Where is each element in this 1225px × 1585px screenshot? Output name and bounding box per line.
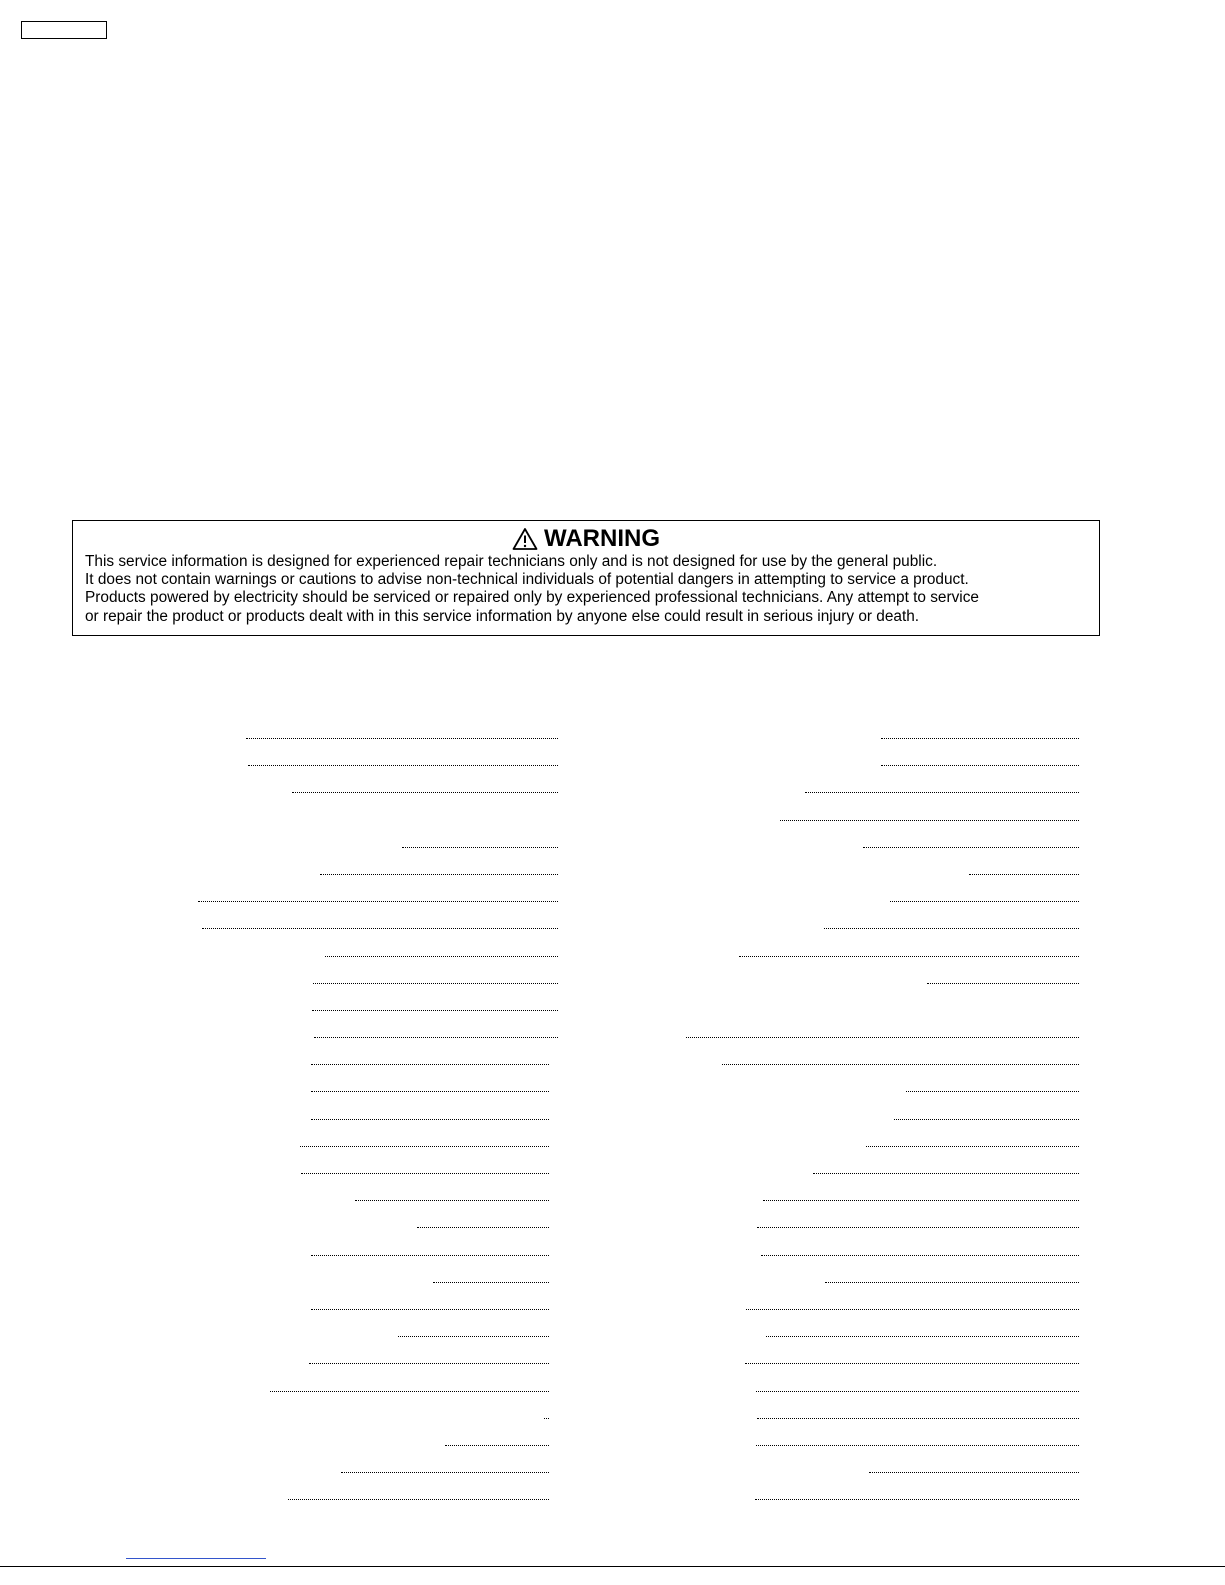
toc-dot-leader bbox=[301, 1173, 549, 1174]
toc-entry[interactable] bbox=[680, 1085, 1079, 1112]
toc-entry[interactable] bbox=[190, 1113, 558, 1140]
toc-entry[interactable] bbox=[680, 1221, 1079, 1248]
toc-dot-leader bbox=[863, 847, 1079, 848]
toc-dot-leader bbox=[309, 1363, 549, 1364]
toc-dot-leader bbox=[766, 1336, 1079, 1337]
toc-dot-leader bbox=[445, 1445, 549, 1446]
toc-entry[interactable] bbox=[680, 1493, 1079, 1520]
toc-dot-leader bbox=[825, 1282, 1079, 1283]
toc-dot-leader bbox=[927, 983, 1079, 984]
toc-entry[interactable] bbox=[190, 841, 558, 868]
toc-dot-leader bbox=[312, 1010, 558, 1011]
toc-dot-leader bbox=[813, 1173, 1079, 1174]
toc-dot-leader bbox=[355, 1200, 549, 1201]
warning-box bbox=[72, 520, 1100, 636]
toc-entry[interactable] bbox=[680, 1058, 1079, 1085]
toc-dot-leader bbox=[756, 1445, 1079, 1446]
toc-entry[interactable] bbox=[190, 895, 558, 922]
toc-dot-leader bbox=[433, 1282, 549, 1283]
toc-dot-leader bbox=[320, 874, 558, 875]
toc-dot-leader bbox=[906, 1091, 1079, 1092]
toc-dot-leader bbox=[866, 1146, 1079, 1147]
toc-dot-leader bbox=[248, 765, 558, 766]
warning-line: Products powered by electricity should be serviced or repaired only by experienced professional technicians. Any attempt to service bbox=[85, 589, 979, 607]
toc-entry[interactable] bbox=[680, 1385, 1079, 1412]
toc-dot-leader bbox=[739, 956, 1079, 957]
toc-entry[interactable] bbox=[190, 977, 558, 1004]
toc-dot-leader bbox=[202, 928, 558, 929]
toc-entry[interactable] bbox=[680, 732, 1079, 759]
toc-dot-leader bbox=[805, 792, 1079, 793]
toc-dot-leader bbox=[757, 1227, 1079, 1228]
toc-entry[interactable] bbox=[190, 1031, 558, 1058]
toc-entry[interactable] bbox=[190, 1194, 558, 1221]
toc-dot-leader bbox=[544, 1418, 549, 1419]
toc-entry[interactable] bbox=[190, 1085, 558, 1112]
toc-dot-leader bbox=[198, 901, 558, 902]
toc-entry[interactable] bbox=[190, 1357, 558, 1384]
toc-dot-leader bbox=[745, 1363, 1079, 1364]
toc-entry[interactable] bbox=[680, 814, 1079, 841]
footer-link[interactable] bbox=[126, 1558, 266, 1559]
toc-dot-leader bbox=[756, 1391, 1079, 1392]
toc-dot-leader bbox=[270, 1391, 549, 1392]
toc-dot-leader bbox=[314, 1037, 558, 1038]
toc-dot-leader bbox=[325, 956, 558, 957]
toc-dot-leader bbox=[763, 1200, 1079, 1201]
toc-entry[interactable] bbox=[680, 759, 1079, 786]
toc-dot-leader bbox=[246, 738, 558, 739]
toc-dot-leader bbox=[881, 738, 1079, 739]
toc-entry[interactable] bbox=[680, 841, 1079, 868]
toc-entry[interactable] bbox=[190, 732, 558, 759]
toc-right-column bbox=[680, 732, 1079, 1520]
toc-entry[interactable] bbox=[680, 1140, 1079, 1167]
toc-dot-leader bbox=[761, 1255, 1079, 1256]
warning-line: This service information is designed for experienced repair technicians only and is not designed for use by the general public. bbox=[85, 553, 938, 570]
toc-dot-leader bbox=[292, 792, 558, 793]
toc-entry[interactable] bbox=[680, 1439, 1079, 1466]
toc-left-column bbox=[190, 732, 558, 1520]
toc-entry[interactable] bbox=[190, 1004, 558, 1031]
toc-dot-leader bbox=[869, 1472, 1079, 1473]
toc-entry[interactable] bbox=[680, 1167, 1079, 1194]
warning-text bbox=[85, 553, 1087, 626]
toc-dot-leader bbox=[722, 1064, 1079, 1065]
toc-entry[interactable] bbox=[680, 1113, 1079, 1140]
toc-entry[interactable] bbox=[190, 759, 558, 786]
toc-dot-leader bbox=[313, 983, 558, 984]
toc-dot-leader bbox=[780, 820, 1079, 821]
model-number-box bbox=[21, 21, 107, 39]
toc-dot-leader bbox=[824, 928, 1079, 929]
warning-line: or repair the product or products dealt with in this service information by anyone else could result in serious injury or death. bbox=[85, 607, 920, 625]
toc-entry[interactable] bbox=[190, 1439, 558, 1466]
toc-entry[interactable] bbox=[680, 1357, 1079, 1384]
toc-entry[interactable] bbox=[680, 868, 1079, 895]
toc-entry[interactable] bbox=[190, 950, 558, 977]
toc-dot-leader bbox=[311, 1119, 549, 1120]
toc-entry[interactable] bbox=[680, 786, 1079, 813]
toc-entry[interactable] bbox=[190, 786, 558, 813]
toc-entry[interactable] bbox=[680, 895, 1079, 922]
footer-divider bbox=[0, 1566, 1225, 1567]
toc-entry[interactable] bbox=[190, 922, 558, 949]
toc-dot-leader bbox=[311, 1255, 549, 1256]
toc-dot-leader bbox=[757, 1418, 1079, 1419]
toc-dot-leader bbox=[686, 1037, 1079, 1038]
toc-entry[interactable] bbox=[680, 977, 1079, 1004]
toc-dot-leader bbox=[417, 1227, 549, 1228]
toc-entry[interactable] bbox=[680, 1004, 1079, 1031]
toc-entry[interactable] bbox=[190, 1466, 558, 1493]
toc-dot-leader bbox=[890, 901, 1079, 902]
toc-entry[interactable] bbox=[190, 1330, 558, 1357]
toc-dot-leader bbox=[288, 1499, 549, 1500]
toc-dot-leader bbox=[881, 765, 1079, 766]
toc-entry[interactable] bbox=[190, 1303, 558, 1330]
toc-entry[interactable] bbox=[680, 922, 1079, 949]
toc-entry[interactable] bbox=[680, 1276, 1079, 1303]
toc-dot-leader bbox=[311, 1064, 549, 1065]
warning-heading bbox=[85, 525, 1087, 553]
toc-dot-leader bbox=[755, 1499, 1079, 1500]
toc-entry[interactable] bbox=[190, 1221, 558, 1248]
toc-entry[interactable] bbox=[680, 1249, 1079, 1276]
toc-entry[interactable] bbox=[680, 1330, 1079, 1357]
toc-entry[interactable] bbox=[190, 1140, 558, 1167]
warning-triangle-icon bbox=[512, 527, 538, 551]
toc-entry[interactable] bbox=[680, 1412, 1079, 1439]
toc-dot-leader bbox=[746, 1309, 1079, 1310]
toc-entry[interactable] bbox=[190, 1493, 558, 1520]
toc-dot-leader bbox=[398, 1336, 549, 1337]
toc-entry[interactable] bbox=[190, 868, 558, 895]
toc-dot-leader bbox=[341, 1472, 549, 1473]
toc-entry[interactable] bbox=[190, 1058, 558, 1085]
toc-entry[interactable] bbox=[190, 1412, 558, 1439]
toc-entry[interactable] bbox=[680, 1466, 1079, 1493]
warning-title: WARNING bbox=[544, 525, 660, 552]
toc-entry[interactable] bbox=[680, 1194, 1079, 1221]
warning-line: It does not contain warnings or cautions to advise non-technical individuals of potential dangers in attempting to service a product. bbox=[85, 571, 969, 589]
toc-entry[interactable] bbox=[680, 950, 1079, 977]
toc-entry[interactable] bbox=[190, 814, 558, 841]
toc-entry[interactable] bbox=[190, 1249, 558, 1276]
toc-dot-leader bbox=[300, 1146, 549, 1147]
toc-dot-leader bbox=[969, 874, 1079, 875]
toc-entry[interactable] bbox=[190, 1167, 558, 1194]
toc-dot-leader bbox=[311, 1309, 549, 1310]
toc-dot-leader bbox=[402, 847, 558, 848]
toc-entry[interactable] bbox=[190, 1276, 558, 1303]
toc-entry[interactable] bbox=[680, 1303, 1079, 1330]
toc-entry[interactable] bbox=[680, 1031, 1079, 1058]
toc-entry[interactable] bbox=[190, 1385, 558, 1412]
toc-dot-leader bbox=[311, 1091, 549, 1092]
toc-dot-leader bbox=[894, 1119, 1079, 1120]
